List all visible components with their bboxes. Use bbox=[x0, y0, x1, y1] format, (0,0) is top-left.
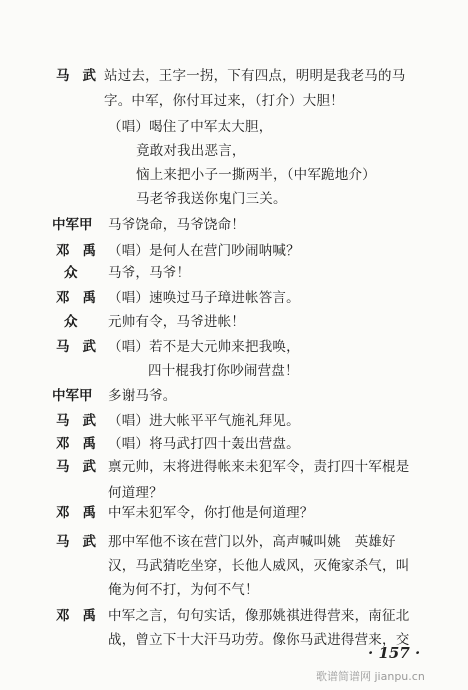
script-line bbox=[0, 239, 468, 263]
dialogue-text: 中军之言，句句实话，像那姚祺进得营来，南征北 bbox=[108, 608, 410, 624]
script-line bbox=[0, 359, 468, 383]
dialogue-text: 站过去，王字一拐，下有四点，明明是我老马的马 bbox=[104, 68, 406, 84]
script-line bbox=[0, 409, 468, 433]
dialogue-text: （唱）将马武打四十轰出营盘。 bbox=[108, 436, 300, 452]
dialogue-text: 竟敢对我出恶言， bbox=[136, 143, 246, 159]
script-line bbox=[0, 384, 468, 408]
dialogue-text: 多谢马爷。 bbox=[108, 388, 177, 404]
speaker-name: 中军甲 bbox=[52, 217, 93, 233]
speaker-name: 马 武 bbox=[56, 534, 96, 550]
script-line bbox=[0, 455, 468, 479]
speaker-name: 马 武 bbox=[56, 413, 96, 429]
dialogue-text: 马爷，马爷！ bbox=[108, 265, 191, 281]
speaker-name: 众 bbox=[64, 265, 78, 281]
script-line bbox=[0, 286, 468, 310]
page-number: · 157 · bbox=[368, 644, 421, 662]
dialogue-text: （唱）速唤过马子璋进帐答言。 bbox=[108, 290, 300, 306]
dialogue-text: 何道理？ bbox=[108, 485, 163, 501]
speaker-name: 邓 禹 bbox=[56, 290, 96, 306]
dialogue-text: 四十棍我打你吵闹营盘！ bbox=[148, 363, 299, 379]
dialogue-text: 中军未犯军令，你打他是何道理？ bbox=[108, 505, 314, 521]
watermark: 歌谱简谱网 jianpu.cn bbox=[316, 670, 425, 683]
speaker-name: 邓 禹 bbox=[56, 243, 96, 259]
script-line bbox=[0, 310, 468, 334]
speaker-name: 邓 禹 bbox=[56, 505, 96, 521]
speaker-name: 马 武 bbox=[56, 459, 96, 475]
dialogue-text: 字。中军，你付耳过来，（打介）大胆！ bbox=[104, 93, 344, 109]
dialogue-text: 战，曾立下十大汗马功劳。像你马武进得营来，交 bbox=[108, 632, 410, 648]
dialogue-text: 马老爷我送你鬼门三关。 bbox=[136, 191, 287, 207]
script-line bbox=[0, 139, 468, 163]
dialogue-text: （唱）进大帐平平气施礼拜见。 bbox=[108, 413, 300, 429]
script-line bbox=[0, 89, 468, 113]
script-line bbox=[0, 530, 468, 554]
dialogue-text: 恼上来把小子一撕两半，（中军跪地介） bbox=[136, 167, 376, 183]
script-line bbox=[0, 261, 468, 285]
speaker-name: 马 武 bbox=[56, 68, 96, 84]
speaker-name: 众 bbox=[64, 314, 78, 330]
script-line bbox=[0, 115, 468, 139]
script-line bbox=[0, 64, 468, 88]
dialogue-text: （唱）喝住了中军太大胆， bbox=[108, 119, 273, 135]
dialogue-text: （唱）是何人在营门吵闹呐喊？ bbox=[108, 243, 300, 259]
dialogue-text: 元帅有令，马爷进帐！ bbox=[108, 314, 245, 330]
script-line bbox=[0, 432, 468, 456]
speaker-name: 中军甲 bbox=[52, 388, 93, 404]
script-line bbox=[0, 554, 468, 578]
script-line bbox=[0, 335, 468, 359]
speaker-name: 马 武 bbox=[56, 339, 96, 355]
dialogue-text: 禀元帅，末将进得帐来未犯军令，责打四十军棍是 bbox=[108, 459, 410, 475]
dialogue-text: （唱）若不是大元帅来把我唤， bbox=[108, 339, 300, 355]
dialogue-text: 马爷饶命，马爷饶命！ bbox=[108, 217, 245, 233]
script-line bbox=[0, 578, 468, 602]
dialogue-text: 俺为何不打，为何不气！ bbox=[108, 582, 259, 598]
speaker-name: 邓 禹 bbox=[56, 436, 96, 452]
script-line bbox=[0, 604, 468, 628]
script-line bbox=[0, 501, 468, 525]
speaker-name: 邓 禹 bbox=[56, 608, 96, 624]
dialogue-text: 汉，马武猜吃坐穿，长他人威风，灭俺家杀气，叫 bbox=[108, 558, 410, 574]
script-line bbox=[0, 187, 468, 211]
dialogue-text: 那中军他不该在营门以外，高声喊叫姚 英雄好 bbox=[108, 534, 396, 550]
script-line bbox=[0, 213, 468, 237]
script-line bbox=[0, 163, 468, 187]
